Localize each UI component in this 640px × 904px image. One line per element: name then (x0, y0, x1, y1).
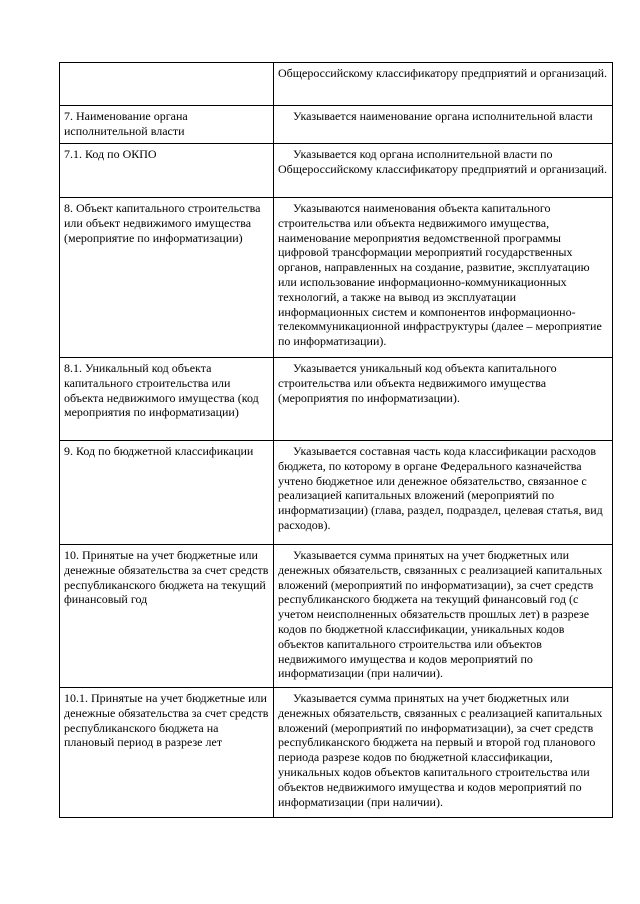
table-row (60, 545, 613, 688)
field-description-cell: Указываются наименования объекта капитального строительства или объекта недвижимого имущества, наименование мероприятия ведомственной программы цифровой трансформации мероприятий государственных органов, направленных на создание, развитие, эксплуатацию или использование информационно-коммуникационных технологий, а также на вывод из эксплуатации информационных систем и компонентов информационно-телекоммуникационной инфраструктуры (далее – мероприятие по информатизации). (274, 198, 613, 358)
field-name-cell: 7. Наименование органа исполнительной власти (60, 106, 274, 144)
field-name-cell: 10.1. Принятые на учет бюджетные или денежные обязательства за счет средств республиканского бюджета на плановый период в разрезе лет (60, 688, 274, 818)
field-name-cell: 8.1. Уникальный код объекта капитального строительства или объекта недвижимого имущества (код мероприятия по информатизации) (60, 358, 274, 441)
document-table (59, 62, 613, 818)
field-description-cell: Указывается сумма принятых на учет бюджетных или денежных обязательств, связанных с реализацией капитальных вложений (мероприятий по информатизации), за счет средств республиканского бюджета на первый и второй год планового периода разрезе кодов по бюджетной классификации, уникальных кодов объектов капитального строительства или объектов недвижимого имущества и кодов мероприятий по информатизации (при наличии). (274, 688, 613, 818)
table-row (60, 688, 613, 818)
field-name-cell (60, 63, 274, 106)
field-description-cell: Указывается наименование органа исполнительной власти (274, 106, 613, 144)
table-row (60, 441, 613, 545)
field-name-cell: 8. Объект капитального строительства или объект недвижимого имущества (мероприятие по информатизации) (60, 198, 274, 358)
table-row (60, 144, 613, 198)
field-name-cell: 7.1. Код по ОКПО (60, 144, 274, 198)
field-description-cell: Указывается сумма принятых на учет бюджетных или денежных обязательств, связанных с реализацией капитальных вложений (мероприятий по информатизации), за счет средств республиканского бюджета на текущий финансовый год (с учетом неисполненных обязательств прошлых лет) в разрезе кодов по бюджетной классификации, уникальных кодов объектов капитального строительства или объектов недвижимого имущества и кодов мероприятий по информатизации (при наличии). (274, 545, 613, 688)
table-row (60, 358, 613, 441)
table-row (60, 106, 613, 144)
table-row (60, 63, 613, 106)
field-name-cell: 9. Код по бюджетной классификации (60, 441, 274, 545)
table-row (60, 198, 613, 358)
field-description-cell: Указывается составная часть кода классификации расходов бюджета, по которому в органе Федерального казначейства учтено бюджетное или денежное обязательство, связанное с реализацией капитальных вложений (мероприятий по информатизации) (глава, раздел, подраздел, целевая статья, вид расходов). (274, 441, 613, 545)
field-description-cell: Указывается код органа исполнительной власти по Общероссийскому классификатору предприятий и организаций. (274, 144, 613, 198)
field-name-cell: 10. Принятые на учет бюджетные или денежные обязательства за счет средств республиканского бюджета на текущий финансовый год (60, 545, 274, 688)
field-description-cell: Указывается уникальный код объекта капитального строительства или объекта недвижимого имущества (мероприятия по информатизации). (274, 358, 613, 441)
field-description-cell: Общероссийскому классификатору предприятий и организаций. (274, 63, 613, 106)
